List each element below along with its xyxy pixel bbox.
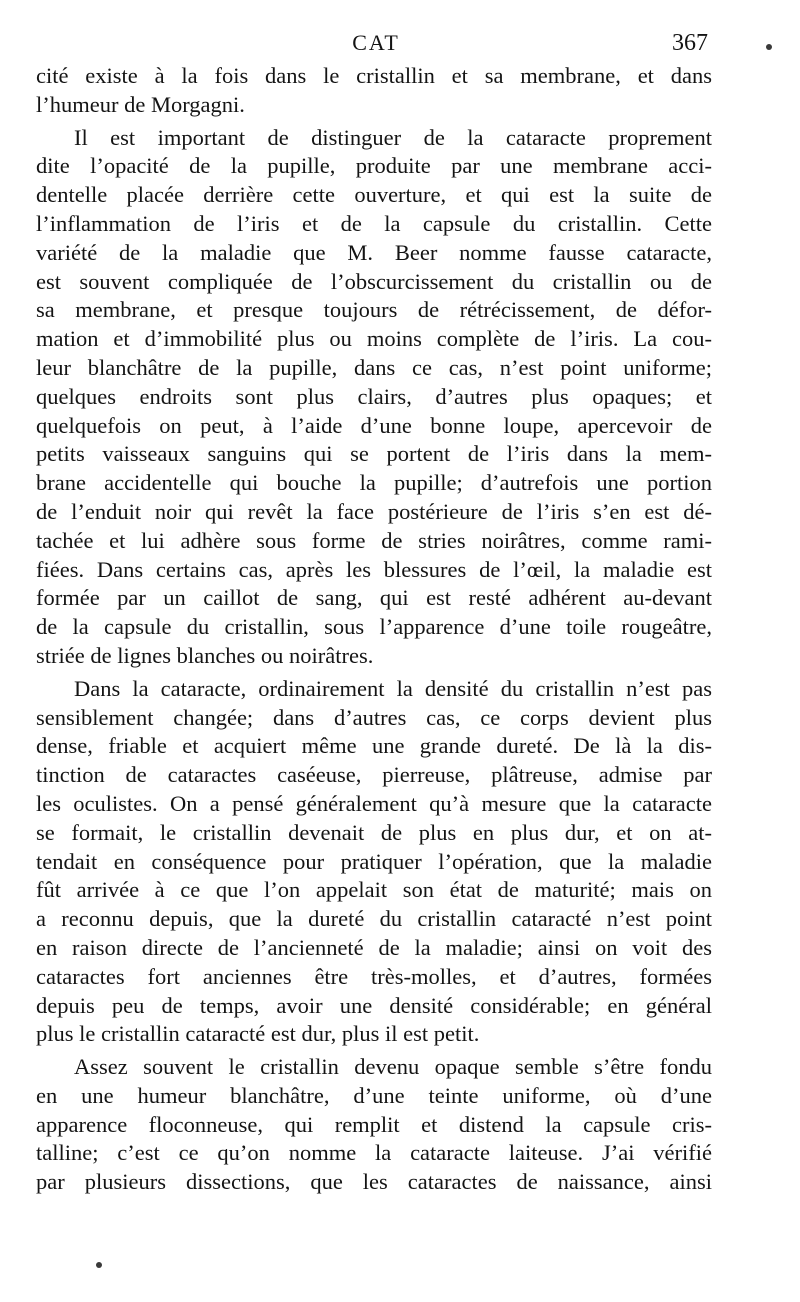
text-line: brane accidentelle qui bouche la pupille; d’autrefois une portion: [36, 470, 712, 496]
page-number: 367: [672, 30, 708, 56]
text-line: mation et d’immobilité plus ou moins complète de l’iris. La cou-: [36, 326, 712, 352]
paragraph-3: [36, 675, 712, 1049]
text-line: depuis peu de temps, avoir une densité considérable; en général: [36, 992, 712, 1018]
text-line: quelques endroits sont plus clairs, d’autres plus opaques; et: [36, 383, 712, 409]
paragraph-4: [36, 1053, 712, 1197]
text-line: variété de la maladie que M. Beer nomme fausse cataracte,: [36, 239, 712, 265]
text-line: en une humeur blanchâtre, d’une teinte uniforme, où d’une: [36, 1082, 712, 1108]
text-line: leur blanchâtre de la pupille, dans ce cas, n’est point uniforme;: [36, 354, 712, 380]
paragraph-2: [36, 124, 712, 671]
text-line: Assez souvent le cristallin devenu opaque semble s’être fondu: [74, 1054, 712, 1080]
text-line: dense, friable et acquiert même une grande dureté. De là la dis-: [36, 733, 712, 759]
running-head: [36, 30, 716, 64]
text-line: tinction de cataractes caséeuse, pierreuse, plâtreuse, admise par: [36, 762, 712, 788]
running-title: CAT: [352, 30, 400, 55]
text-line: Il est important de distinguer de la cataracte proprement: [74, 124, 712, 150]
text-line: l’humeur de Morgagni.: [36, 91, 245, 117]
text-line: formée par un caillot de sang, qui est resté adhérent au-devant: [36, 585, 712, 611]
text-line: plus le cristallin cataracté est dur, plus il est petit.: [36, 1021, 480, 1047]
text-line: tachée et lui adhère sous forme de stries noirâtres, comme rami-: [36, 527, 712, 553]
text-line: petits vaisseaux sanguins qui se portent de l’iris dans la mem-: [36, 441, 712, 467]
text-line: tendait en conséquence pour pratiquer l’opération, que la maladie: [36, 848, 712, 874]
text-line: se formait, le cristallin devenait de plus en plus dur, et on at-: [36, 819, 712, 845]
text-line: a reconnu depuis, que la dureté du cristallin cataracté n’est point: [36, 906, 712, 932]
paragraph-1: [36, 62, 712, 120]
ink-speck: [96, 1262, 102, 1268]
text-line: de l’enduit noir qui revêt la face postérieure de l’iris s’en est dé-: [36, 498, 712, 524]
text-line: cité existe à la fois dans le cristallin et sa membrane, et dans: [36, 63, 712, 88]
text-line: talline; c’est ce qu’on nomme la cataracte laiteuse. J’ai vérifié: [36, 1140, 712, 1166]
text-line: fiées. Dans certains cas, après les blessures de l’œil, la maladie est: [36, 556, 712, 582]
text-line: est souvent compliquée de l’obscurcissement du cristallin ou de: [36, 268, 712, 294]
text-line: quelquefois on peut, à l’aide d’une bonne loupe, apercevoir de: [36, 412, 712, 438]
text-line: sensiblement changée; dans d’autres cas, ce corps devient plus: [36, 704, 712, 730]
text-line: par plusieurs dissections, que les cataractes de naissance, ainsi: [36, 1169, 712, 1195]
text-line: apparence floconneuse, qui remplit et distend la capsule cris-: [36, 1111, 712, 1137]
ink-speck: [766, 44, 772, 50]
text-line: sa membrane, et presque toujours de rétrécissement, de défor-: [36, 297, 712, 323]
body-text: [36, 62, 712, 1197]
text-line: dite l’opacité de la pupille, produite par une membrane acci-: [36, 153, 712, 179]
text-line: les oculistes. On a pensé généralement qu’à mesure que la cataracte: [36, 790, 712, 816]
text-line: fût arrivée à ce que l’on appelait son état de maturité; mais on: [36, 877, 712, 903]
text-line: l’inflammation de l’iris et de la capsule du cristallin. Cette: [36, 210, 712, 236]
text-line: dentelle placée derrière cette ouverture, et qui est la suite de: [36, 182, 712, 208]
text-line: striée de lignes blanches ou noirâtres.: [36, 642, 374, 668]
text-line: cataractes fort anciennes être très-molles, et d’autres, formées: [36, 963, 712, 989]
text-line: de la capsule du cristallin, sous l’apparence d’une toile rougeâtre,: [36, 614, 712, 640]
text-line: en raison directe de l’ancienneté de la maladie; ainsi on voit des: [36, 934, 712, 960]
text-line: Dans la cataracte, ordinairement la densité du cristallin n’est pas: [74, 675, 712, 701]
